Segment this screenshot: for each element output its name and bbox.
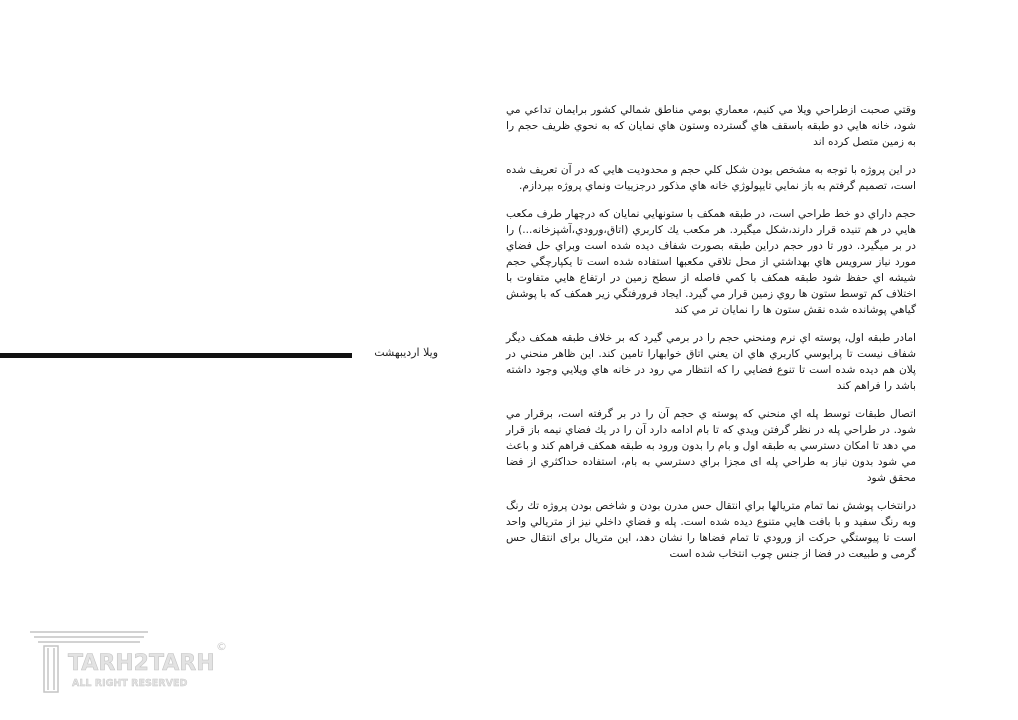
title-rule [0, 353, 352, 358]
paragraph: وقتي صحبت ازطراحي ويلا مي كنيم، معماري بومي مناطق شمالي كشور برايمان تداعي مي شود، خانه هايي دو طبقه باسقف هاي گسترده وستون هاي نمايان كه به نحوي ظريف حجم را به زمين متصل كرده اند [506, 104, 916, 148]
paragraph: حجم داراي دو خط طراحي است، در طبقه همكف با ستونهايي نمايان كه درچهار طرف مكعب هايي در هم تنيده قرار دارند،شكل ميگيرد. هر مكعب يك كاربري (اتاق،ورودي،آشپزخانه...) را در بر ميگيرد. دور تا دور حجم دراين طبقه بصورت شفاف ديده شده است وبراي حل فضاي مورد نياز سرويس هاي بهداشتي از محل تلاقي مكعبها استفاده شده است تا يكپارچگي حجم شيشه اي حفظ شود طبقه همكف با كمي فاصله از سطح زمين در ارتفاع هايي متفاوت با اختلاف كم توسط ستون ها روي زمين قرار مي گيرد. ايجاد فرورفتگي زير همكف كه با پوشش گياهي پوشانده شده نقش ستون ها را نمايان تر مي كند [506, 208, 916, 316]
page-title: ویلا اردیبهشت [374, 346, 438, 359]
watermark-logo [28, 626, 238, 696]
paragraph: درانتخاب پوشش نما تمام متريالها براي انتقال حس مدرن بودن و شاخص بودن پروژه تك رنگ وبه رنگ سفيد و با بافت هايي متنوع ديده شده است. پله و فضاي داخلي نيز از متريالي واحد است تا پيوستگي حركت از ورودي تا تمام فضاها را نشان دهد، اين متريال براى انتقال حس گرمى و طبيعت در فضا از جنس چوب انتخاب شده است [506, 500, 916, 560]
copyright-icon: © [216, 640, 227, 653]
project-description [506, 102, 916, 574]
paragraph: در اين پروژه با توجه به مشخص بودن شكل كلي حجم و محدوديت هايي كه در آن تعريف شده است، تصميم گرفتم به باز نمايي تايپولوژي خانه هاي مذكور درجزييات ونماي پروژه بپردازم. [506, 164, 916, 192]
paragraph: اتصال طبقات توسط پله اي منحني كه پوسته ي حجم آن را در بر گرفته است، برقرار مي شود. در طراحي پله در نظر گرفتن ويدي كه تا بام ادامه دارد آن را در يك فضاي نيمه باز قرار مي دهد تا امكان دسترسي به طبقه اول و بام را بدون ورود به طبقه همكف فراهم كند و باعث مي شود بدون نياز به طراحي پله ای مجزا براي دسترسي به بام، استفاده حداكثري از فضا محقق شود [506, 408, 916, 484]
title-row [0, 344, 440, 366]
paragraph: امادر طبقه اول، پوسته اي نرم ومنحني حجم را در برمي گيرد كه بر خلاف طبقه همكف ديگر شفاف نيست تا پرايوسي كاربري هاي ان يعني اتاق خوابهارا تامين كند. اين ظاهر منحني در پلان هم ديده شده است تا تنوع فضايي را كه انتظار مي رود در خانه هاي ويلايي وجود داشته باشد را فراهم كند [506, 332, 916, 392]
logo-tagline: ALL RIGHT RESERVED [72, 678, 188, 689]
logo-wordmark: TARH2TARH [68, 651, 215, 676]
